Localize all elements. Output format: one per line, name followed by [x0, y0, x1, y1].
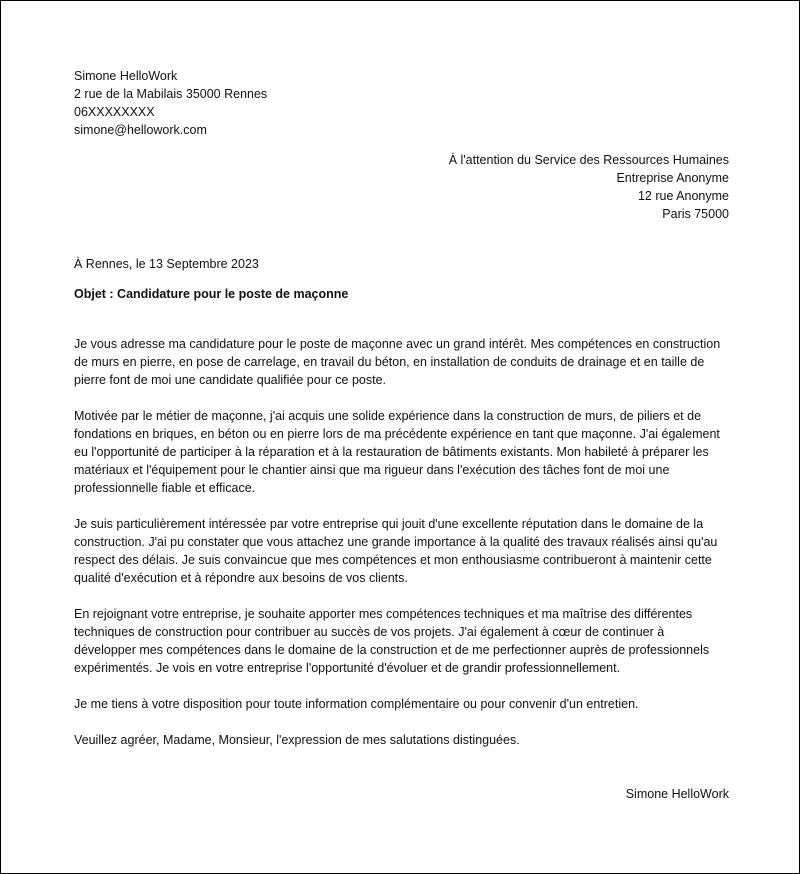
sender-phone: 06XXXXXXXX [74, 105, 155, 119]
recipient-city: Paris 75000 [662, 207, 729, 221]
paragraph-company-interest: Je suis particulièrement intéressée par votre entreprise qui jouit d'une excellente réputation dans le domaine de la construction. J'ai pu constater que vous attachez une grande importance à la qualité des travaux réalisés ainsi qu'au respect des délais. Je suis convaincue que mes compétences et mon enthousiasme contribueront à maintenir cette qualité d'exécution et à répondre aux besoins de vos clients. [74, 517, 718, 585]
sender-block [74, 67, 729, 139]
signature: Simone HelloWork [625, 787, 729, 801]
date-line: À Rennes, le 13 Septembre 2023 [74, 257, 259, 271]
sender-name: Simone HelloWork [74, 69, 178, 83]
recipient-company: Entreprise Anonyme [616, 171, 729, 185]
sender-address: 2 rue de la Mabilais 35000 Rennes [74, 87, 268, 101]
paragraph-experience: Motivée par le métier de maçonne, j'ai acquis une solide expérience dans la construction de murs, de piliers et de fondations en briques, en béton ou en pierre lors de ma précédente expérience en tant que maçonne. J'ai également eu l'opportunité de participer à la réparation et à la restauration de bâtiments existants. Mon habileté à préparer les matériaux et l'équipement pour le chantier ainsi que ma rigueur dans l'exécution des tâches font de moi une professionnelle fiable et efficace. [74, 409, 720, 495]
recipient-attention: À l'attention du Service des Ressources Humaines [448, 153, 729, 167]
cover-letter [74, 67, 729, 803]
paragraph-availability: Je me tiens à votre disposition pour toute information complémentaire ou pour convenir d'un entretien. [74, 697, 639, 711]
letter-body [74, 335, 729, 749]
recipient-block [74, 151, 729, 223]
closing-formula: Veuillez agréer, Madame, Monsieur, l'expression de mes salutations distinguées. [74, 733, 520, 747]
paragraph-introduction: Je vous adresse ma candidature pour le poste de maçonne avec un grand intérêt. Mes compétences en construction de murs en pierre, en pose de carrelage, en travail du béton, en installation de conduits de drainage et en taille de pierre font de moi une candidate qualifiée pour ce poste. [74, 337, 721, 387]
recipient-street: 12 rue Anonyme [637, 189, 729, 203]
subject-line: Objet : Candidature pour le poste de maçonne [74, 287, 349, 301]
paragraph-contribution: En rejoignant votre entreprise, je souhaite apporter mes compétences techniques et ma maîtrise des différentes techniques de construction pour contribuer au succès de vos projets. J'ai également à cœur de continuer à développer mes compétences dans le domaine de la construction et de me perfectionner auprès de professionnels expérimentés. Je vois en votre entreprise l'opportunité d'évoluer et de grandir professionnellement. [74, 607, 710, 675]
sender-email: simone@hellowork.com [74, 123, 207, 137]
